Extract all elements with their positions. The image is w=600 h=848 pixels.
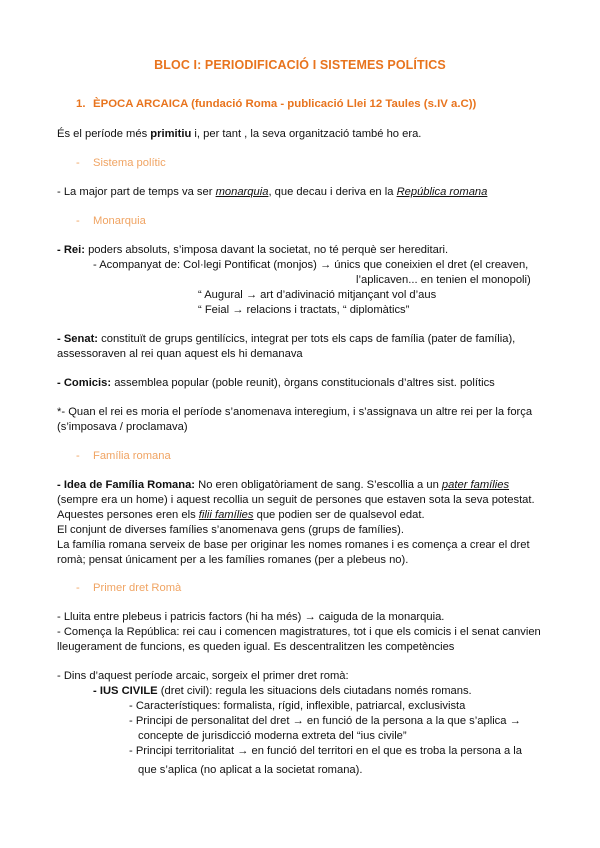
section-bullet: - (76, 450, 80, 462)
familia-label: - Idea de Família Romana: (57, 479, 196, 491)
dret-line2: - Comença la República: rei cau i comencen magistratures, tot i que els comicis i el senat canvien (57, 626, 541, 638)
monarquia-term: monarquia (215, 186, 269, 198)
rei-sub3: “ Feial → relacions i tractats, “ diplomàtics” (198, 304, 410, 316)
principi-territorialitat-line2: que s’aplica (no aplicat a la societat romana). (138, 764, 363, 776)
note-line1: *- Quan el rei es moria el període s’anomenava interegium, i s’assignava un altre rei per la força (57, 406, 533, 418)
dret-line1: - Lluita entre plebeus i patricis factors (hi ha més) → caiguda de la monarquia. (57, 611, 445, 623)
heading-epoca-arcaica: ÈPOCA ARCAICA (fundació Roma - publicació Llei 12 Taules (s.IV a.C)) (93, 98, 477, 110)
senat-text: constituït de grups gentilícics, integrat per tots els caps de família (pater de família), (98, 333, 516, 345)
section-primer-dret-roma: Primer dret Romà (93, 582, 182, 594)
comicis-text: assemblea popular (poble reunit), òrgans constitucionals d’altres sist. polítics (111, 377, 495, 389)
principi-personalitat-line2: concepte de jurisdicció moderna extreta del “ius civile” (138, 730, 407, 742)
familia-line3 (57, 508, 425, 523)
familia-line6: romà; pensat únicament per a les famílies romanes (per a plebeus no). (57, 554, 409, 566)
ius-civile-text: (dret civil): regula les situacions dels ciutadans només romans. (157, 685, 472, 697)
section-bullet: - (76, 582, 80, 594)
rei-sub1b: l’aplicaven... en tenien el monopoli) (356, 274, 531, 286)
pater-families-term: pater famílies (441, 479, 510, 491)
comicis-label: - Comicis: (57, 377, 112, 389)
section-bullet: - (76, 157, 80, 169)
principi-personalitat-line: - Principi de personalitat del dret → en funció de la persona a la que s’aplica → (129, 715, 521, 727)
note-line2: (s’imposava / proclamava) (57, 421, 188, 433)
familia-line4: El conjunt de diverses famílies s’anomenava gens (grups de famílies). (57, 524, 404, 536)
familia-text1: No eren obligatòriament de sang. S’escollia a un (195, 479, 442, 491)
intro-paragraph (57, 127, 421, 142)
familia-text3b: que podien ser de qualsevol edat. (253, 509, 425, 521)
section-sistema-politic: Sistema polític (93, 157, 166, 169)
section-bullet: - (76, 215, 80, 227)
heading-number: 1. (76, 98, 86, 110)
sistema-line (57, 185, 487, 200)
sistema-text-a: - La major part de temps va ser (57, 186, 216, 198)
filii-families-term: filii famílies (198, 509, 254, 521)
page-title: BLOC I: PERIODIFICACIÓ I SISTEMES POLÍTICS (154, 58, 446, 72)
section-familia-romana: Família romana (93, 450, 171, 462)
dret-line3: lleugerament de funcions, es queden igual. Es descentralitzen les competències (57, 641, 455, 653)
familia-line5: La família romana serveix de base per originar les nomes romanes i es comença a crear el dret (57, 539, 530, 551)
senat-line (57, 332, 515, 347)
rei-sub1: - Acompanyat de: Col·legi Pontificat (monjos) → únics que coneixien el dret (el creaven, (93, 259, 529, 271)
familia-line2: (sempre era un home) i aquest recollia un seguit de persones que estaven sota la seva potestat. (57, 494, 535, 506)
dret-line4: - Dins d’aquest període arcaic, sorgeix el primer dret romà: (57, 670, 349, 682)
caracteristiques-line: - Característiques: formalista, rígid, inflexible, patriarcal, exclusivista (129, 700, 466, 712)
ius-civile-label: - IUS CIVILE (93, 685, 158, 697)
intro-text-a: És el període més (57, 128, 151, 140)
rei-sub2: “ Augural → art d’adivinació mitjançant vol d’aus (198, 289, 437, 301)
rei-label: - Rei: (57, 244, 85, 256)
rei-text: poders absoluts, s’imposa davant la societat, no té perquè ser hereditari. (84, 244, 449, 256)
principi-territorialitat-line: - Principi territorialitat → en funció del territori en el que es troba la persona a la (129, 745, 522, 757)
senat-label: - Senat: (57, 333, 99, 345)
familia-text3a: Aquestes persones eren els (57, 509, 199, 521)
ius-civile-line (93, 684, 472, 699)
intro-text-c: i, per tant , la seva organització també ho era. (191, 128, 422, 140)
section-monarquia: Monarquia (93, 215, 146, 227)
familia-line1 (57, 478, 509, 493)
rei-line (57, 243, 448, 258)
senat-line2: assessoraven al rei quan aquest els hi demanava (57, 348, 303, 360)
republica-term: República romana (396, 186, 488, 198)
intro-bold: primitiu (150, 128, 192, 140)
comicis-line (57, 376, 495, 391)
sistema-text-c: , que decau i deriva en la (268, 186, 397, 198)
